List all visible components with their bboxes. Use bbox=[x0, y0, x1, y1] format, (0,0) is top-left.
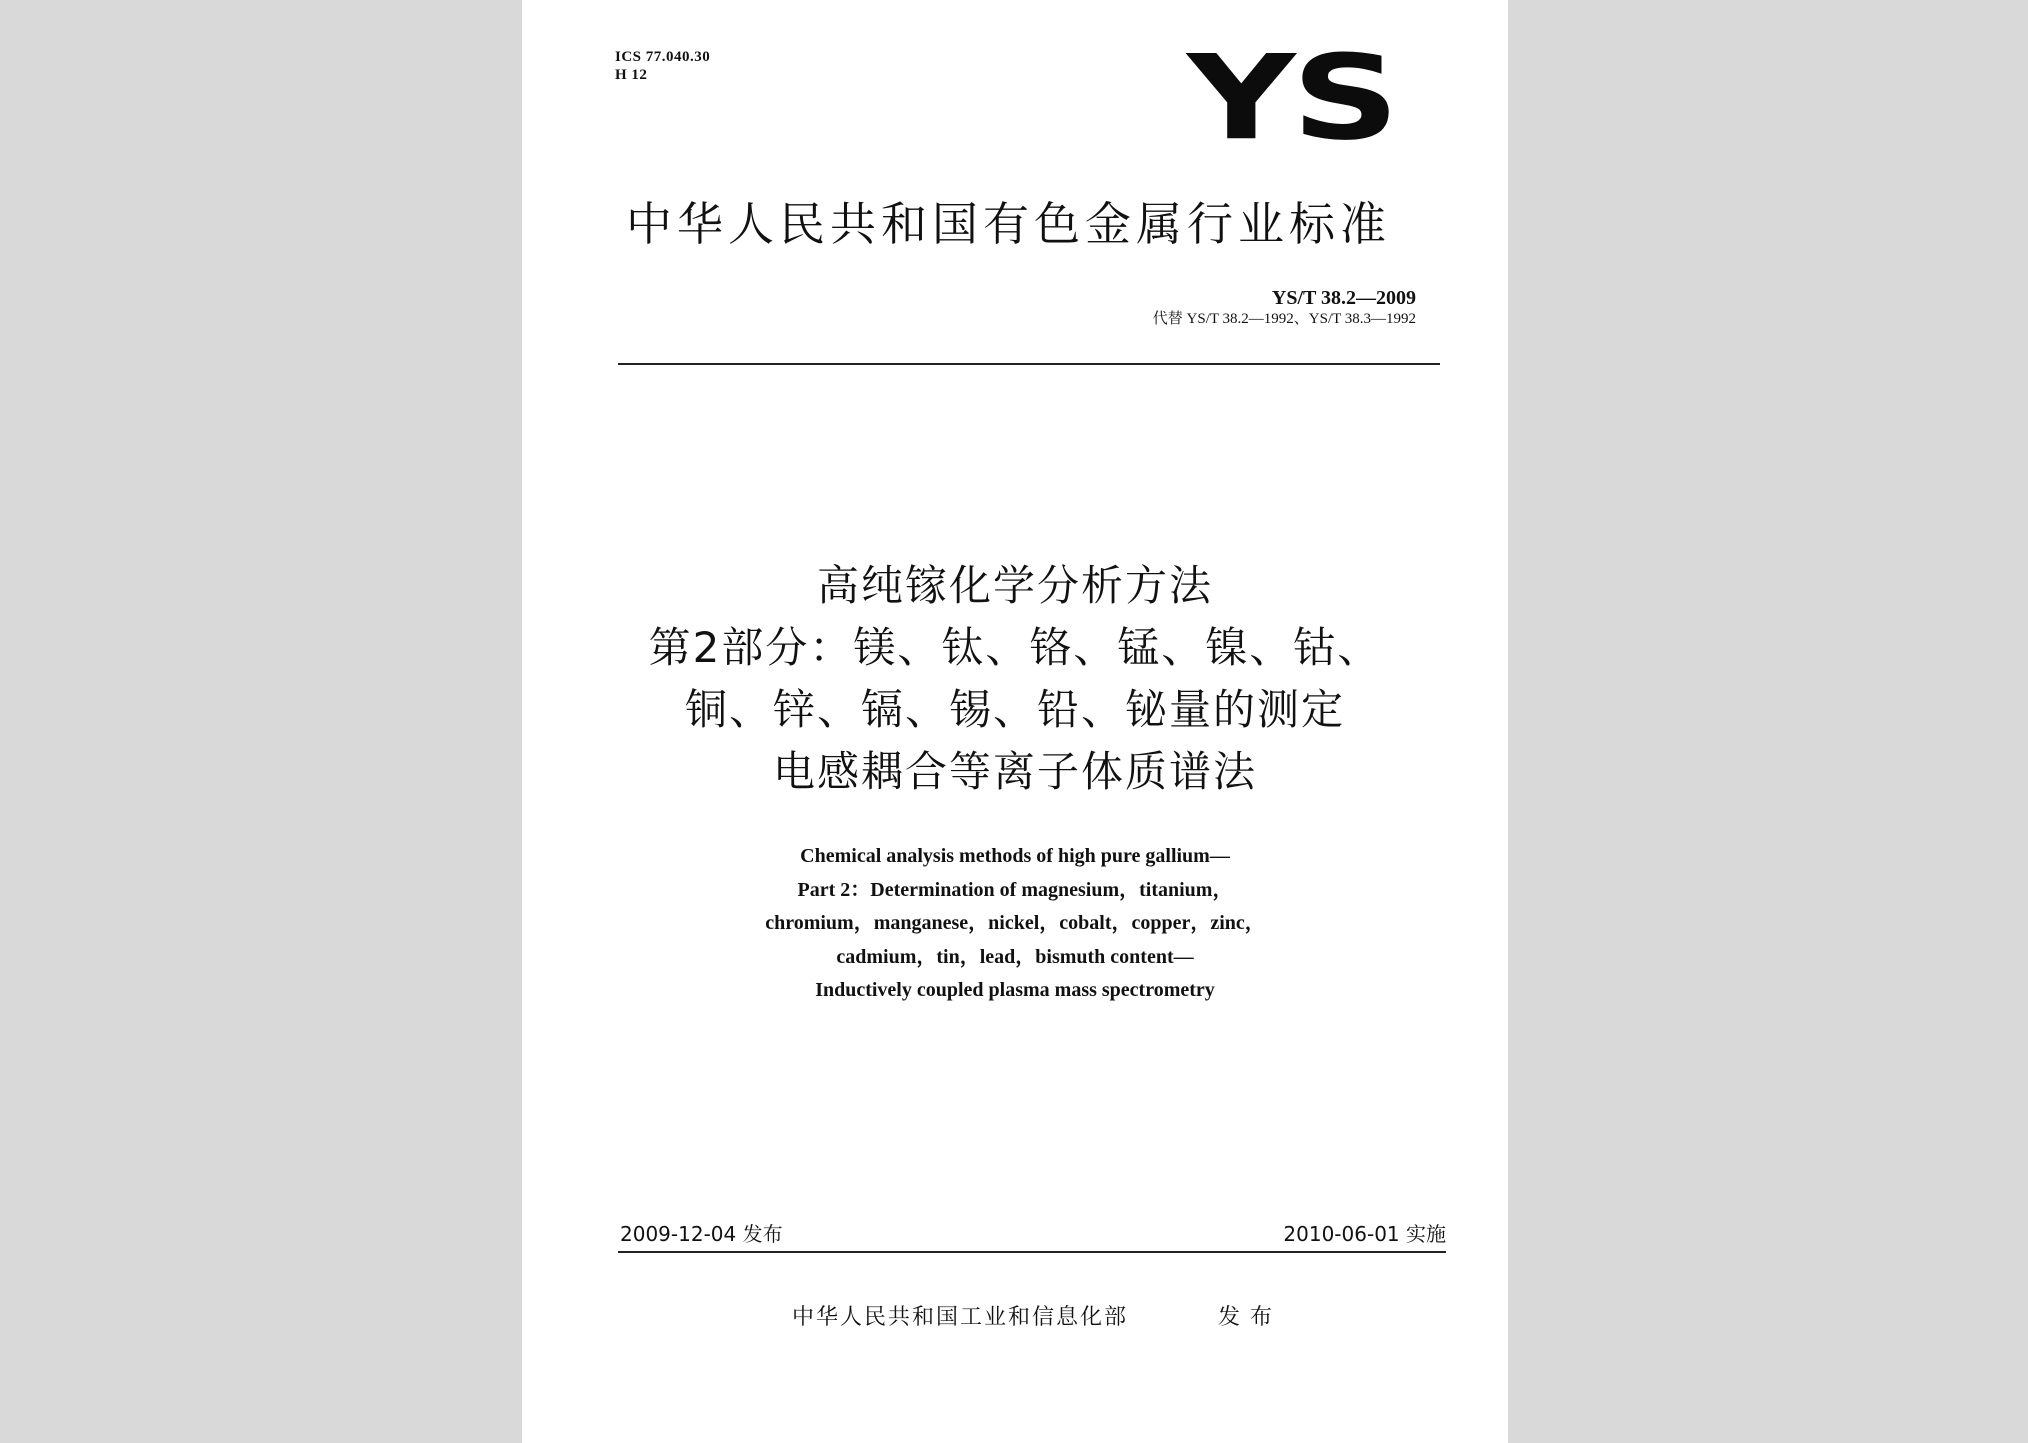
standard-number: YS/T 38.2—2009 bbox=[1271, 287, 1416, 309]
english-title-line: chromium，manganese，nickel，cobalt，copper，zinc， bbox=[765, 912, 1265, 934]
english-title-line: Inductively coupled plasma mass spectrometry bbox=[815, 979, 1215, 1001]
document-page bbox=[522, 0, 1508, 1443]
english-title-line: Chemical analysis methods of high pure gallium— bbox=[800, 845, 1230, 867]
chinese-title-line: 第2部分：镁、钛、铬、锰、镍、钴、 bbox=[648, 623, 1382, 672]
english-title bbox=[582, 840, 1448, 1008]
chinese-title-line: 电感耦合等离子体质谱法 bbox=[772, 747, 1257, 796]
chinese-title-line: 铜、锌、镉、锡、铅、铋量的测定 bbox=[684, 685, 1345, 734]
replaces-standards: 代替 YS/T 38.2—1992、YS/T 38.3—1992 bbox=[1152, 311, 1416, 327]
issue-action: 发布 bbox=[1218, 1305, 1283, 1330]
chinese-title-line: 高纯镓化学分析方法 bbox=[816, 561, 1213, 610]
issuing-authority: 中华人民共和国工业和信息化部 bbox=[792, 1305, 1129, 1330]
ics-code: ICS 77.040.30 bbox=[615, 49, 711, 65]
ccs-code: H 12 bbox=[615, 67, 648, 83]
english-title-line: Part 2：Determination of magnesium，titanium， bbox=[797, 878, 1233, 901]
issue-date: 2009-12-04 发布 bbox=[620, 1222, 783, 1246]
implementation-date: 2010-06-01 实施 bbox=[1283, 1222, 1446, 1246]
footer-divider bbox=[618, 1251, 1446, 1253]
english-title-line: cadmium，tin，lead，bismuth content— bbox=[836, 945, 1194, 968]
ys-logo: YS bbox=[1187, 30, 1396, 167]
header-divider bbox=[618, 363, 1440, 365]
chinese-title bbox=[582, 555, 1448, 803]
organization-title: 中华人民共和国有色金属行业标准 bbox=[626, 197, 1391, 251]
